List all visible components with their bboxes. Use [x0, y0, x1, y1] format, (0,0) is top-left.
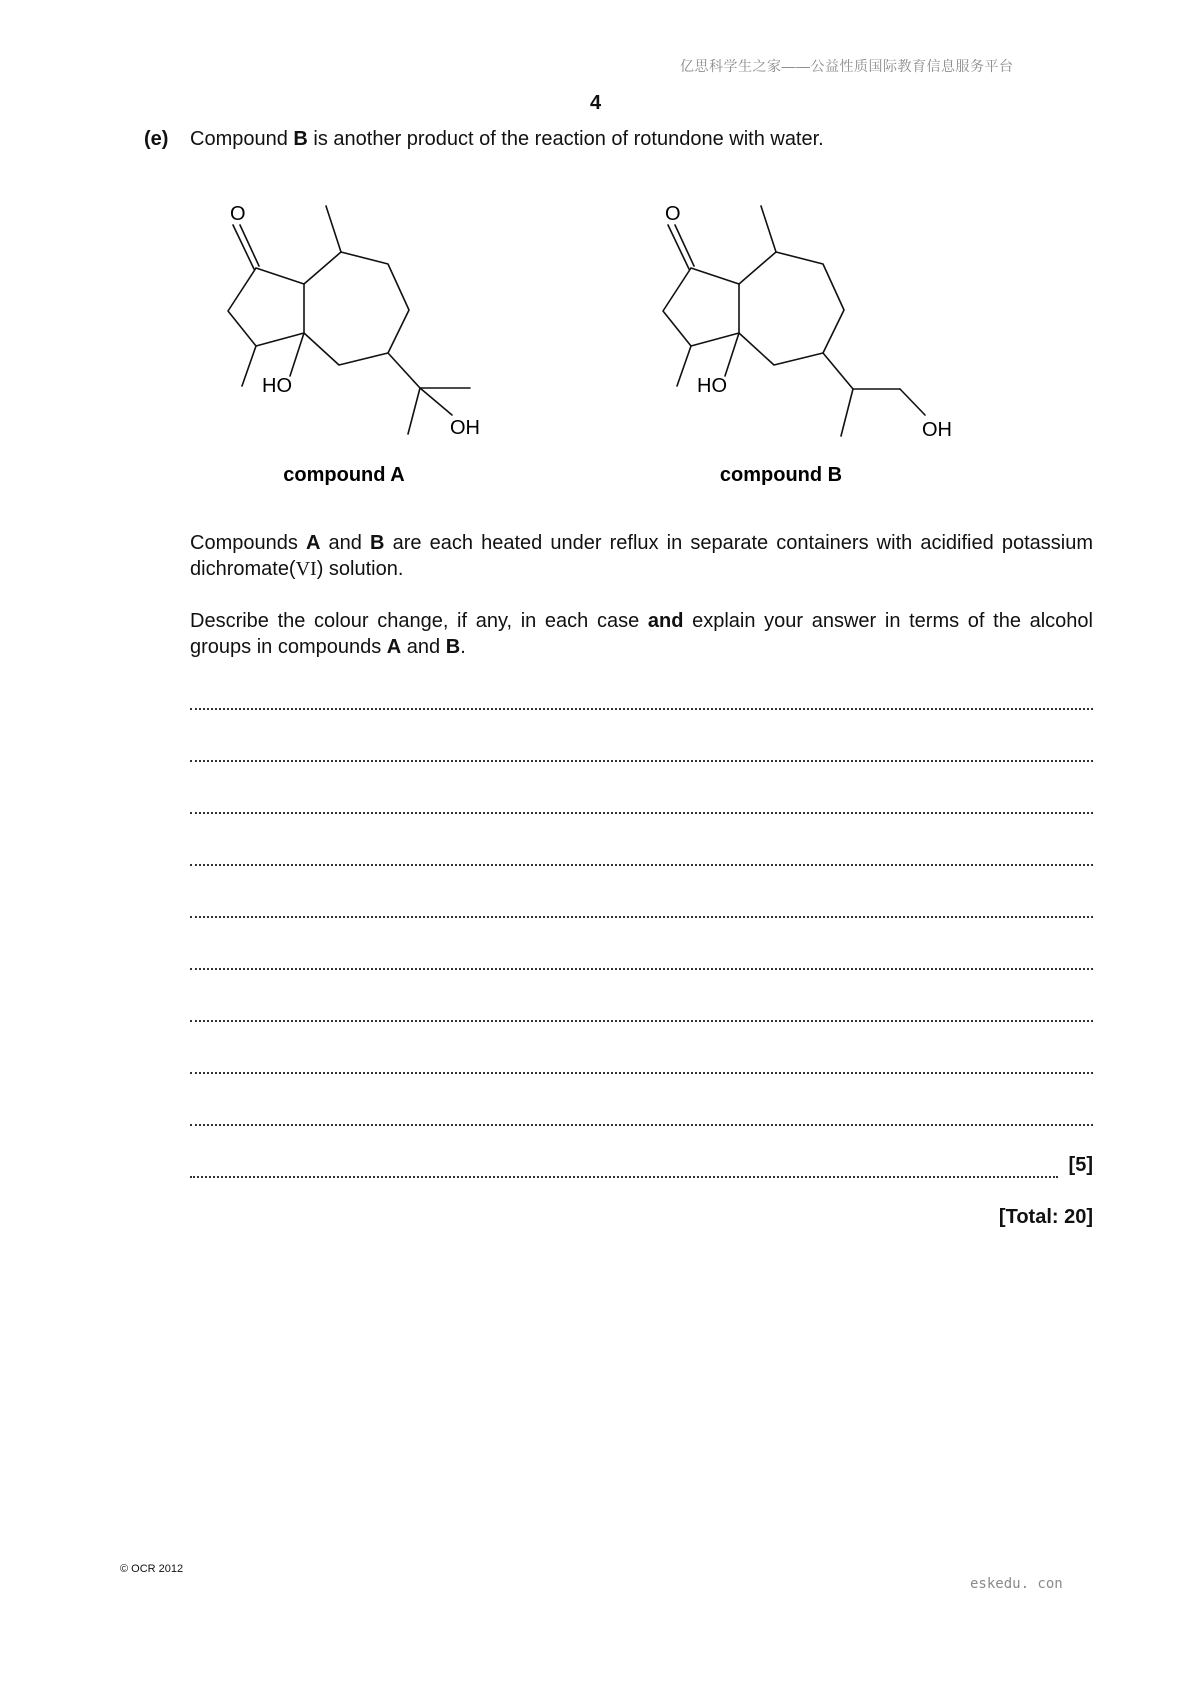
p2-text-4: .: [460, 636, 466, 658]
cyclopentane-ring-a: [228, 268, 304, 346]
question-part-label: (e): [144, 128, 169, 150]
p2-bold-b: B: [445, 636, 461, 658]
question-intro: [190, 128, 824, 151]
marks-label: [5]: [1068, 1154, 1093, 1176]
answer-line[interactable]: [190, 758, 1093, 762]
compound-a-oh: OH: [450, 417, 480, 439]
compound-b-oh: OH: [922, 419, 952, 441]
compound-b-oxygen: O: [665, 203, 681, 225]
compound-a-oxygen: O: [230, 203, 246, 225]
cyclopentane-ring-b: [663, 268, 739, 346]
instruction-paragraph-1: [190, 530, 1093, 582]
methyl-bond-a-top: [326, 206, 341, 252]
cycloheptane-ring-b: [739, 252, 844, 365]
p1-text-2: and: [320, 532, 371, 554]
answer-line[interactable]: [190, 1122, 1093, 1126]
methyl-bond-a-left: [242, 346, 256, 386]
intro-text-1: Compound: [190, 128, 294, 150]
intro-bold-b: B: [293, 128, 308, 150]
p1-text-3: are each heated under reflux in separate containers with acidified potassium dichromate(: [190, 532, 1094, 580]
answer-line[interactable]: [190, 862, 1093, 866]
methyl-bond-b-left: [677, 346, 691, 386]
hydroxyl-bond-a: [290, 333, 304, 376]
side-chain-bond-b: [823, 353, 853, 389]
p2-text-2: explain your answer in terms of the alcohol groups in compounds: [190, 610, 1093, 658]
intro-text-2: is another product of the reaction of rotundone with water.: [307, 128, 824, 150]
side-chain-bond-a: [388, 353, 420, 388]
answer-line[interactable]: [190, 1174, 1058, 1178]
answer-line[interactable]: [190, 1070, 1093, 1074]
p1-bold-a: A: [305, 532, 321, 554]
compound-b-caption: compound B: [719, 464, 843, 486]
total-marks: [Total: 20]: [998, 1206, 1093, 1228]
hydroxyl-bond-b: [725, 333, 739, 376]
p1-text-4: ) solution.: [316, 558, 404, 580]
answer-line[interactable]: [190, 706, 1093, 710]
header-watermark: 亿思科学生之家——公益性质国际教育信息服务平台: [680, 58, 1014, 74]
cycloheptane-ring-a: [304, 252, 409, 365]
p1-text-1: Compounds: [190, 532, 306, 554]
p1-bold-b: B: [370, 532, 385, 554]
compound-a-structure: [228, 203, 480, 486]
answer-line[interactable]: [190, 966, 1093, 970]
structures-figure: [190, 180, 1010, 500]
answer-line[interactable]: [190, 1018, 1093, 1022]
answer-line[interactable]: [190, 810, 1093, 814]
p2-text-3: and: [401, 636, 446, 658]
oh-bond-b: [900, 389, 925, 415]
methyl-bond-b-down: [841, 389, 853, 436]
p2-text-1: Describe the colour change, if any, in each case: [190, 610, 648, 632]
p2-bold-and: and: [647, 610, 684, 632]
methyl-bond-b-top: [761, 206, 776, 252]
compound-a-caption: compound A: [283, 464, 405, 486]
instruction-paragraph-2: [190, 608, 1093, 660]
answer-line[interactable]: [190, 914, 1093, 918]
oh-bond-a: [420, 388, 452, 415]
copyright-footer: © OCR 2012: [120, 1563, 184, 1575]
footer-watermark: eskedu. con: [970, 1576, 1063, 1592]
p1-roman-numeral: VI: [295, 558, 317, 580]
compound-b-ho: HO: [697, 375, 727, 397]
compound-b-structure: [663, 203, 952, 486]
methyl-bond-a-down: [408, 388, 420, 434]
p2-bold-a: A: [386, 636, 402, 658]
page-number: 4: [589, 92, 602, 114]
compound-a-ho: HO: [262, 375, 292, 397]
